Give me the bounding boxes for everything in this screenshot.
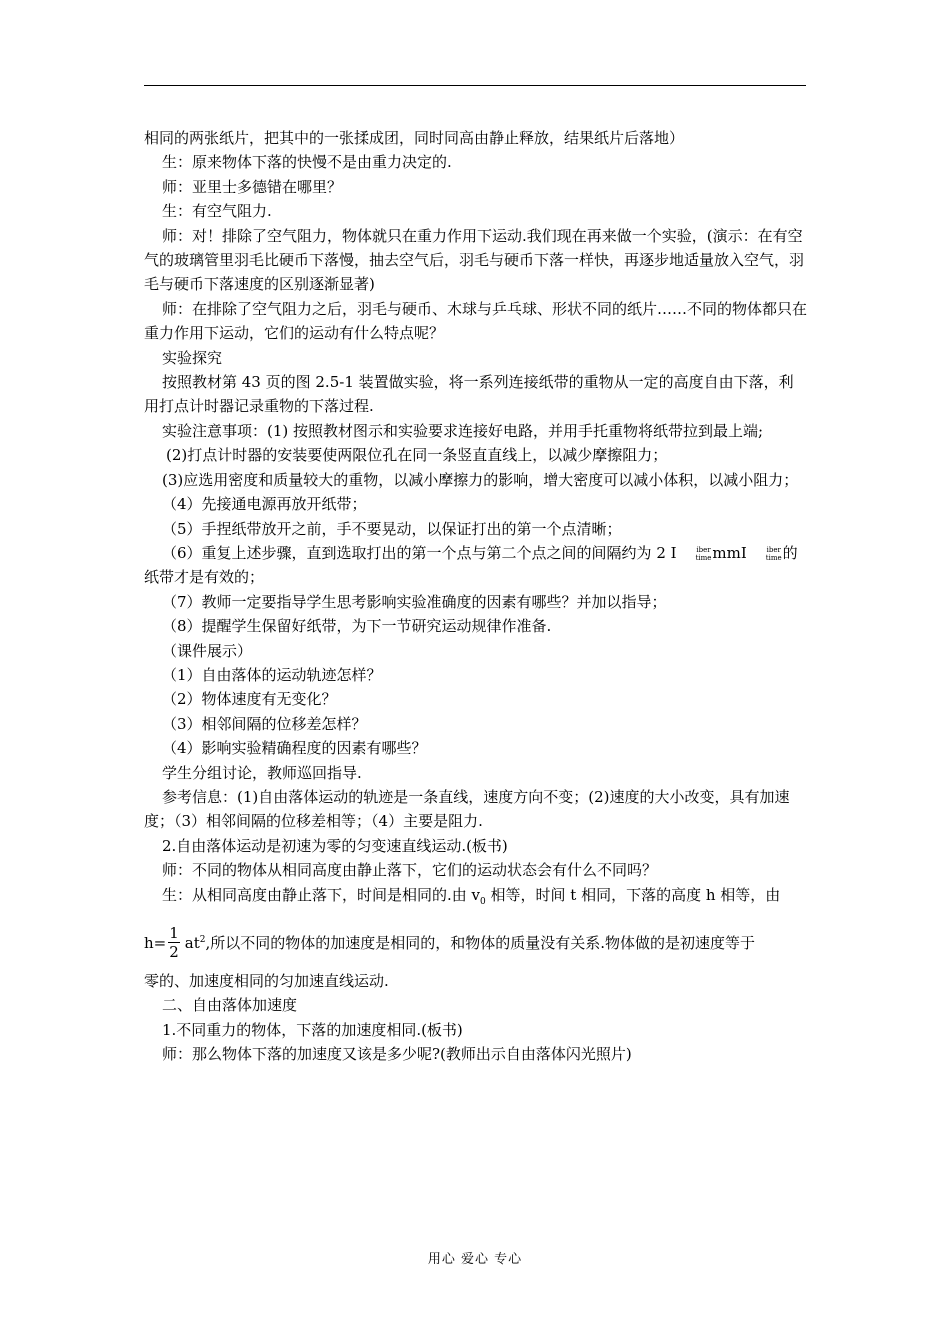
- text-run: h=: [144, 934, 167, 952]
- list-item: （2）物体速度有无变化？: [162, 690, 337, 709]
- section-heading: 二、自由落体加速度: [162, 996, 298, 1015]
- list-item: （1）自由落体的运动轨迹怎样？: [162, 665, 382, 684]
- list-item: (2)打点计时器的安装要使两限位孔在同一条竖直直线上，以减少摩擦阻力；: [166, 446, 668, 465]
- text-run: mmI: [712, 543, 747, 562]
- text-run: 相等，时间 t 相同，下落的高度 h 相等，由: [485, 885, 781, 904]
- stack-bottom: time: [695, 553, 712, 562]
- paragraph: （课件展示）: [162, 641, 253, 660]
- list-item: (3)应选用密度和质量较大的重物，以减小摩擦力的影响，增大密度可以减小体积，以减小阻力；: [162, 470, 799, 489]
- paragraph: 参考信息：(1)自由落体运动的轨迹是一条直线，速度方向不变；(2)速度的大小改变，具有加速度；（3）相邻间隔的位移差相等；（4）主要是阻力.: [144, 787, 790, 831]
- list-item: [144, 541, 808, 590]
- section-heading: 实验探究: [162, 348, 223, 367]
- stack-bottom: time: [765, 553, 782, 562]
- text-run: ,所以不同的物体的加速度是相同的，和物体的质量没有关系.物体做的是初速度等于: [205, 934, 756, 952]
- list-item: （4）影响实验精确程度的因素有哪些？: [162, 739, 427, 758]
- page-footer: 用心 爱心 专心: [427, 1252, 523, 1267]
- paragraph: 师：亚里士多德错在哪里？: [162, 177, 343, 196]
- paragraph: 师：在排除了空气阻力之后，羽毛与硬币、木球与乒乓球、形状不同的纸片……不同的物体都只在重力作用下运动，它们的运动有什么特点呢？: [144, 299, 808, 343]
- fraction-denominator: 2: [169, 942, 179, 961]
- paragraph: 学生分组讨论，教师巡回指导.: [162, 763, 362, 782]
- stacked-glyph: [678, 546, 712, 562]
- paragraph: 实验注意事项：(1) 按照教材图示和实验要求连接好电路，并用手托重物将纸带拉到最上端;: [162, 421, 764, 440]
- paragraph: 2.自由落体运动是初速为零的匀变速直线运动.(板书): [162, 836, 508, 855]
- document-body: [144, 126, 808, 1067]
- text-run: 生：从相同高度由静止落下，时间是相同的.由 v: [162, 885, 481, 904]
- paragraph: 师：对！排除了空气阻力，物体就只在重力作用下运动.我们现在再来做一个实验，(演示：在有空气的玻璃管里羽毛比硬币下落慢，抽去空气后，羽毛与硬币下落一样快，再逐步地适量放入空气，羽毛与硬币下落速度的区别逐渐显著): [144, 226, 805, 294]
- subscript: 0: [480, 896, 486, 907]
- paragraph: 相同的两张纸片，把其中的一张揉成团，同时同高由静止释放，结果纸片后落地）: [144, 129, 685, 147]
- paragraph: 按照教材第 43 页的图 2.5-1 装置做实验，将一系列连接纸带的重物从一定的高度自由下落，利用打点计时器记录重物的下落过程.: [144, 373, 794, 416]
- paragraph: 师：那么物体下落的加速度又该是多少呢?(教师出示自由落体闪光照片): [162, 1045, 632, 1064]
- paragraph: 生：有空气阻力.: [162, 202, 272, 221]
- fraction-numerator: 1: [169, 923, 179, 942]
- paragraph: [144, 883, 808, 914]
- superscript: 2: [199, 935, 206, 945]
- paragraph: 师：不同的物体从相同高度由静止落下，它们的运动状态会有什么不同吗？: [162, 861, 658, 880]
- header-rule: [144, 85, 806, 86]
- list-item: （7）教师一定要指导学生思考影响实验准确度的因素有哪些？并加以指导；: [162, 592, 667, 611]
- stacked-glyph: [748, 546, 782, 562]
- list-item: （4）先接通电源再放开纸带；: [162, 495, 367, 514]
- fraction: [168, 924, 180, 961]
- paragraph: 生：原来物体下落的快慢不是由重力决定的.: [162, 153, 452, 172]
- list-item: （3）相邻间隔的位移差怎样？: [162, 714, 367, 733]
- paragraph: 零的、加速度相同的匀加速直线运动.: [144, 972, 389, 990]
- paragraph: 1.不同重力的物体，下落的加速度相同.(板书): [162, 1020, 463, 1039]
- stack-top: iber: [766, 545, 781, 554]
- paragraph-with-fraction: [144, 914, 808, 969]
- stack-top: iber: [696, 545, 711, 554]
- text-run: 的纸带才是有效的；: [144, 543, 798, 587]
- list-item: （5）手捏纸带放开之前，手不要晃动，以保证打出的第一个点清晰；: [162, 519, 622, 538]
- list-item: （8）提醒学生保留好纸带，为下一节研究运动规律作准备.: [162, 617, 552, 636]
- text-run: at: [184, 934, 200, 952]
- text-run: （6）重复上述步骤，直到选取打出的第一个点与第二个点之间的间隔约为 2 I: [162, 543, 677, 562]
